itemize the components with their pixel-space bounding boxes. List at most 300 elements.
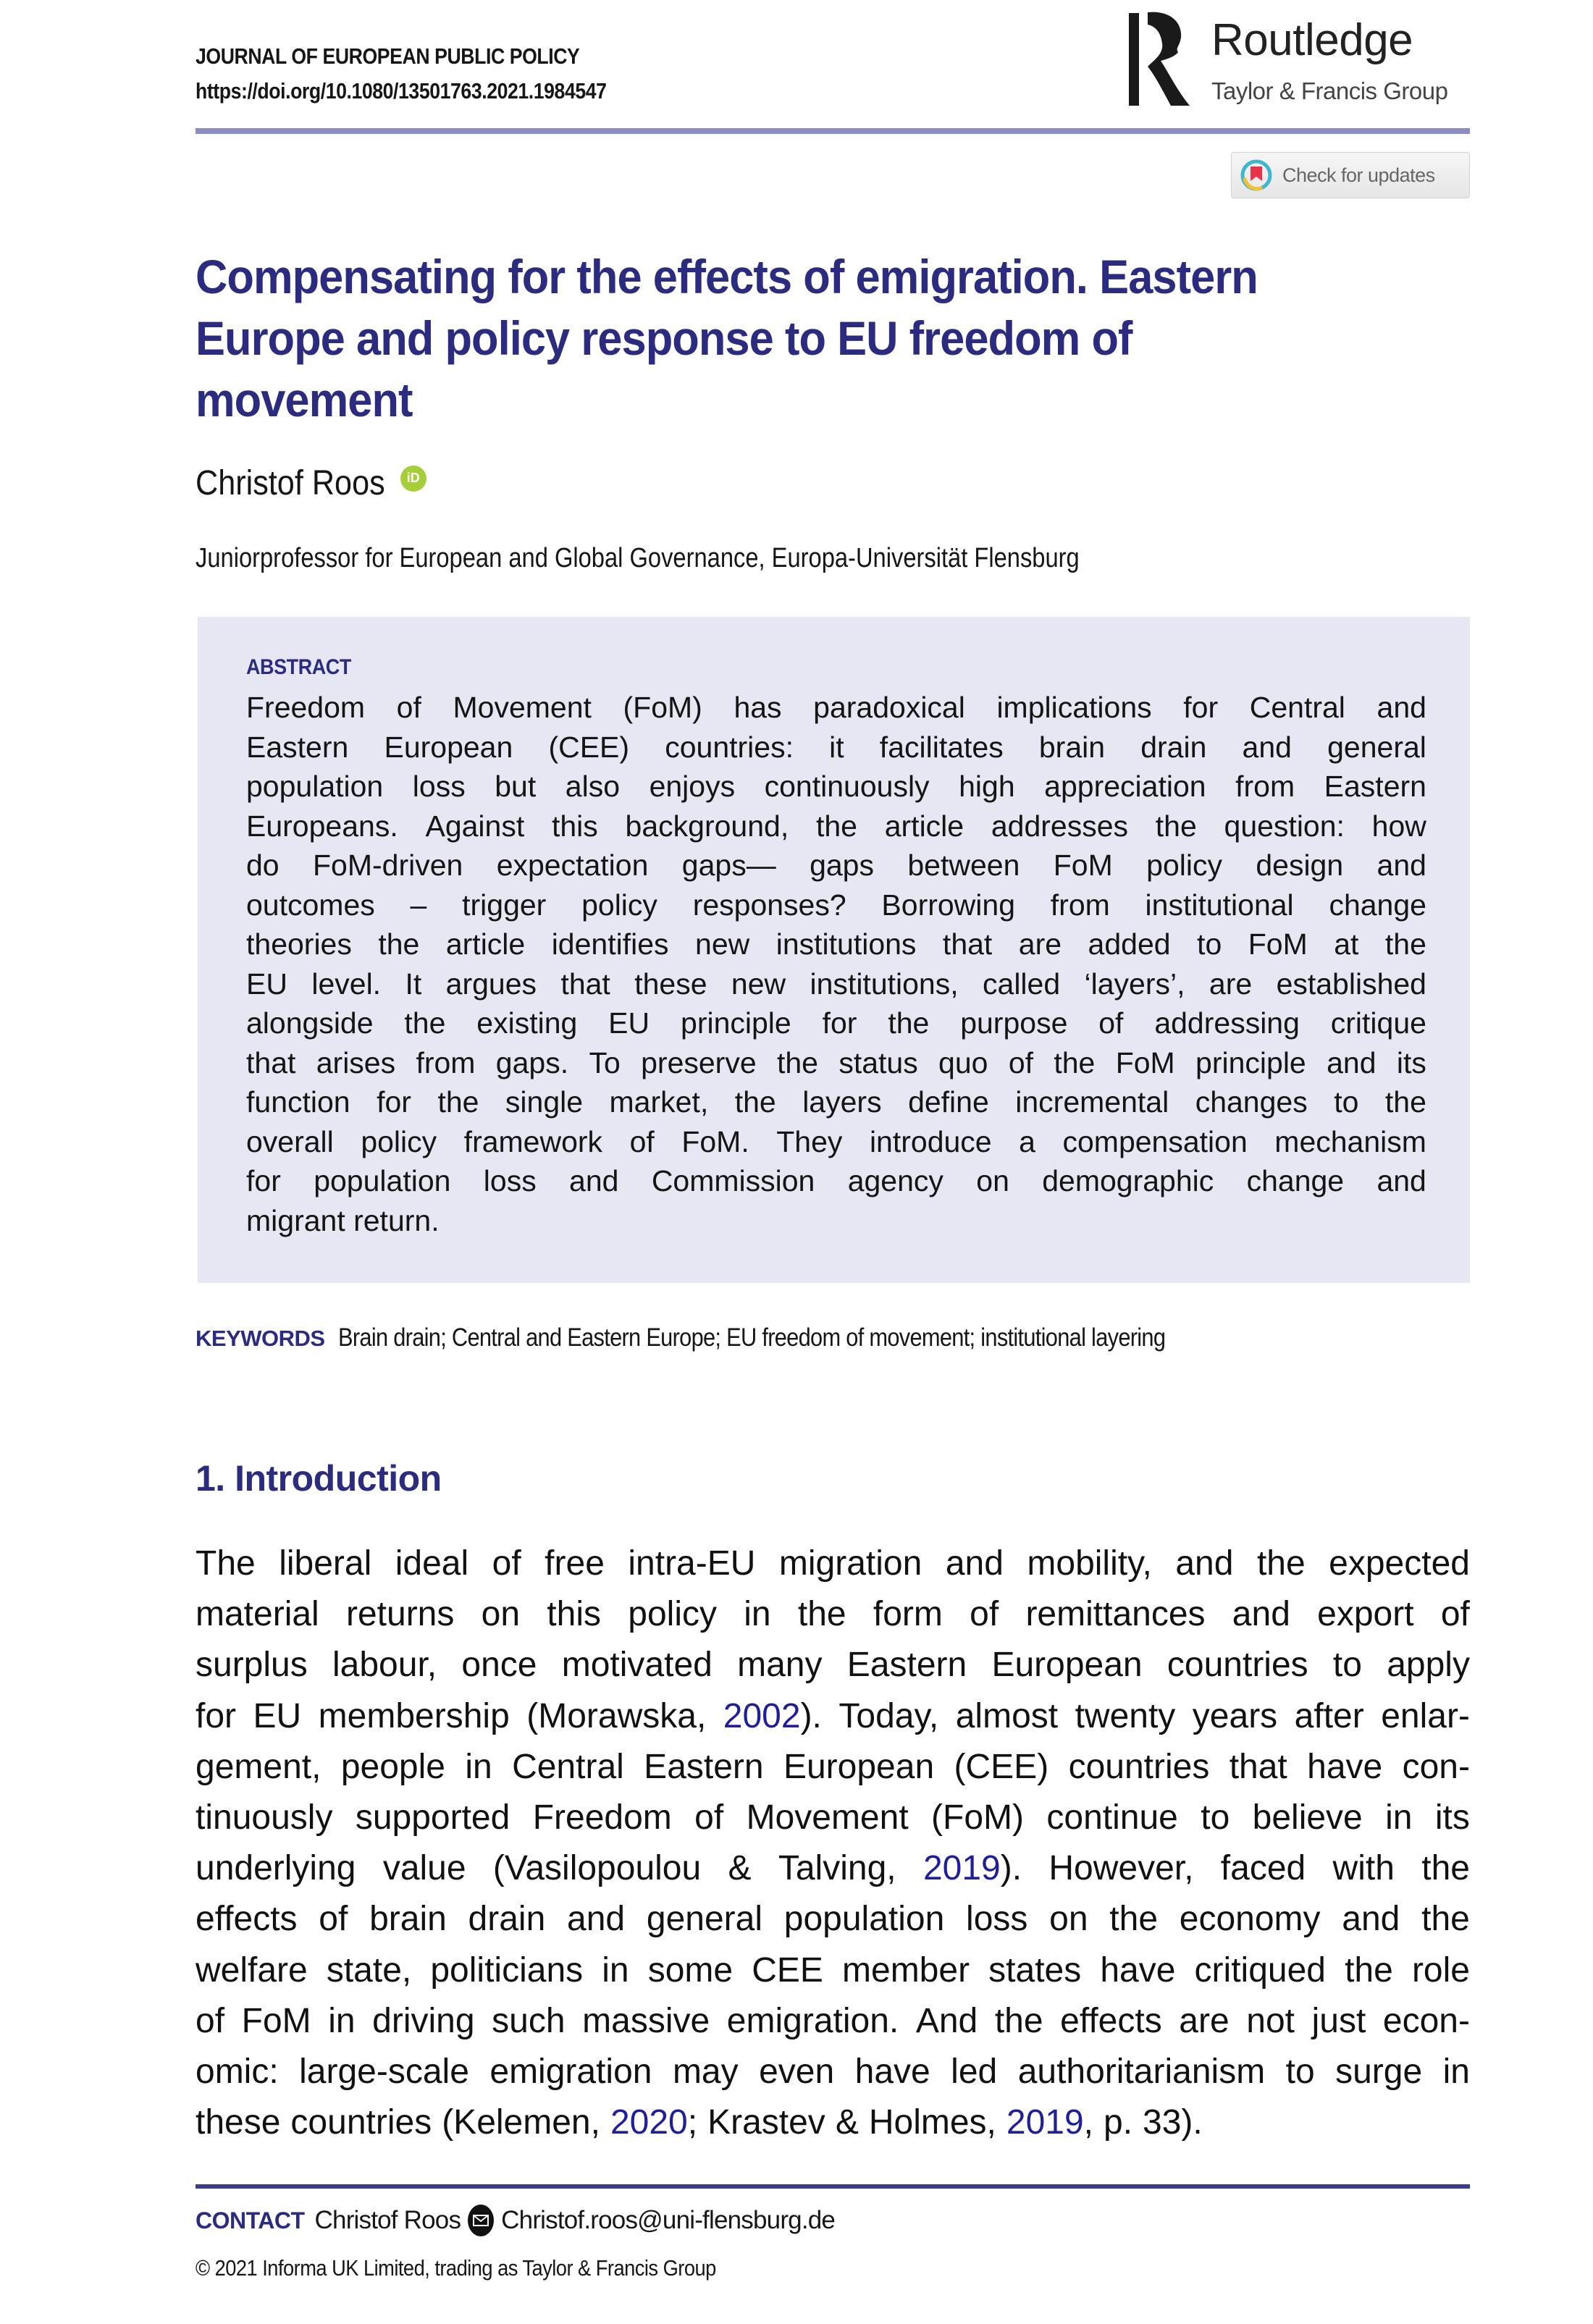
body-word: 33). <box>1143 2103 1203 2142</box>
abstract-word: the <box>1384 1085 1426 1119</box>
abstract-word: high <box>959 770 1015 803</box>
abstract-line <box>246 885 1426 925</box>
body-word: have <box>1307 1747 1383 1786</box>
abstract-word: design <box>1256 849 1344 882</box>
abstract-word: that <box>942 927 993 961</box>
body-word: (Vasilopoulou <box>492 1849 702 1888</box>
body-word: just <box>1311 2001 1366 2040</box>
abstract-word: institutional <box>1145 888 1294 922</box>
body-word: expected <box>1329 1544 1470 1583</box>
body-word: such <box>492 2001 566 2040</box>
abstract-word: it <box>829 730 844 764</box>
body-word: (Kelemen, <box>442 2103 600 2142</box>
abstract-word: critique <box>1330 1006 1426 1040</box>
abstract-word: established <box>1276 967 1426 1001</box>
abstract-word: FoM. <box>681 1124 749 1158</box>
abstract-word: change <box>1246 1164 1345 1197</box>
abstract-line <box>246 807 1426 846</box>
body-word: may <box>672 2052 739 2091</box>
body-word: value <box>382 1849 466 1888</box>
body-word: Central <box>512 1747 624 1786</box>
abstract-word: addresses <box>991 809 1129 843</box>
abstract-word: responses? <box>692 888 846 922</box>
body-word: (CEE) <box>954 1747 1049 1786</box>
title-line: movement <box>196 373 413 426</box>
body-word: with <box>1332 1849 1395 1888</box>
envelope-icon[interactable] <box>468 2205 494 2236</box>
abstract-word: It <box>405 967 422 1001</box>
body-word: some <box>647 1950 734 1990</box>
abstract-word: Eastern <box>246 730 349 764</box>
author-name[interactable]: Christof Roos <box>196 464 385 502</box>
body-word: Holmes, <box>868 2103 996 2142</box>
body-word: and <box>567 1900 626 1939</box>
abstract-word: that <box>246 1045 296 1079</box>
body-word: 2002). <box>723 1696 822 1735</box>
body-line <box>196 2047 1470 2097</box>
abstract-word: Freedom <box>246 691 366 724</box>
body-line <box>196 1589 1470 1640</box>
abstract-line <box>246 1161 1426 1201</box>
abstract-word: of <box>1098 1006 1124 1040</box>
body-word: emigration. <box>726 2001 899 2040</box>
body-word: and <box>1175 1544 1234 1583</box>
abstract-word: ‘layers’, <box>1084 967 1185 1001</box>
abstract-word: do <box>246 849 279 882</box>
body-word: liberal <box>279 1544 372 1583</box>
body-word: countries <box>290 2103 432 2142</box>
abstract-line <box>246 728 1426 767</box>
body-word: politicians <box>430 1950 584 1990</box>
check-for-updates-button[interactable] <box>1231 152 1470 198</box>
body-word: p. <box>1104 2103 1133 2142</box>
body-word: of <box>1440 1595 1470 1634</box>
body-word: to <box>1285 2052 1315 2091</box>
body-line <box>196 1945 1470 1996</box>
abstract-word: the <box>1155 809 1197 843</box>
body-line <box>196 2097 1470 2148</box>
body-word: population <box>783 1900 945 1939</box>
contact-name: Christof Roos <box>314 2206 461 2234</box>
body-word: led <box>951 2052 998 2091</box>
abstract-word: implications <box>996 691 1152 724</box>
abstract-line <box>246 688 1426 728</box>
abstract-word: these <box>634 967 707 1001</box>
abstract-word: the <box>404 1006 446 1040</box>
body-word: emigration <box>489 2052 652 2091</box>
abstract-word: theories <box>246 927 352 961</box>
title-line: Europe and policy response to EU freedom of <box>196 311 1132 365</box>
body-word: form <box>873 1595 943 1634</box>
copyright-notice: © 2021 Informa UK Limited, trading as Taylor & Francis Group <box>196 2255 716 2281</box>
abstract-word: paradoxical <box>813 691 965 724</box>
abstract-word: principle <box>681 1006 791 1040</box>
citation-link[interactable]: 2019 <box>1006 2103 1084 2142</box>
abstract-word: that <box>560 967 610 1001</box>
body-word: & <box>835 2103 859 2142</box>
body-word: in <box>1442 2052 1470 2091</box>
body-word: con- <box>1402 1747 1470 1786</box>
body-word: continue <box>1046 1798 1178 1837</box>
keywords <box>196 1323 1470 1352</box>
abstract-word: general <box>1327 730 1426 764</box>
abstract-word: incremental <box>1015 1085 1169 1119</box>
abstract-word: Movement <box>453 691 592 724</box>
author-affiliation: Juniorprofessor for European and Global Governance, Europa-Universität Flensburg <box>196 543 1080 573</box>
abstract-line <box>246 1043 1426 1083</box>
body-word: countries <box>1167 1646 1308 1685</box>
abstract-word: Commission <box>651 1164 815 1197</box>
body-word: state, <box>326 1950 412 1990</box>
abstract-word: has <box>734 691 782 724</box>
body-word: underlying <box>196 1849 356 1888</box>
body-word: driving <box>372 2001 475 2040</box>
abstract-word: policy <box>361 1124 437 1158</box>
body-word: effects <box>1060 2001 1162 2040</box>
body-word: surge <box>1335 2052 1423 2091</box>
abstract-word: from <box>416 1045 476 1079</box>
abstract-word: drain <box>1140 730 1207 764</box>
abstract-line <box>246 846 1426 885</box>
abstract-word: appreciation <box>1044 770 1206 803</box>
abstract-word: facilitates <box>879 730 1004 764</box>
body-word: (Morawska, <box>526 1696 707 1735</box>
abstract-word: population <box>314 1164 451 1197</box>
body-word: the <box>1421 1849 1470 1888</box>
body-word: are <box>1179 2001 1230 2040</box>
body-word: authoritarianism <box>1017 2052 1266 2091</box>
abstract-word: from <box>1050 888 1110 922</box>
section-heading-introduction: 1. Introduction <box>196 1458 442 1499</box>
body-line <box>196 1793 1470 1843</box>
abstract-word: status <box>838 1045 918 1079</box>
abstract-word: gaps— <box>681 849 776 882</box>
abstract-word: preserve <box>641 1045 757 1079</box>
abstract-word: for <box>822 1006 857 1040</box>
citation-link[interactable]: 2020 <box>610 2103 688 2142</box>
abstract-word: and <box>1376 1164 1426 1197</box>
abstract-word: called <box>983 967 1061 1001</box>
abstract-word: arises <box>316 1045 396 1079</box>
publisher-name: Routledge <box>1211 15 1413 65</box>
body-word: And <box>915 2001 978 2040</box>
body-word: many <box>737 1646 823 1685</box>
body-word: the <box>994 2001 1043 2040</box>
body-word: econ- <box>1382 2001 1470 2040</box>
body-word: enlar- <box>1381 1696 1470 1735</box>
body-word: ideal <box>395 1544 469 1583</box>
body-word: years <box>1192 1696 1278 1735</box>
body-word: member <box>842 1950 970 1990</box>
abstract-line: migrant return. <box>246 1203 440 1237</box>
abstract-word: purpose <box>960 1006 1068 1040</box>
abstract-word: existing <box>476 1006 578 1040</box>
body-word: of <box>319 1900 348 1939</box>
publisher-group: Taylor & Francis Group <box>1211 77 1448 104</box>
body-word: the <box>797 1595 846 1634</box>
body-word: have <box>854 2052 930 2091</box>
abstract-word: also <box>565 770 621 803</box>
body-word: and <box>1342 1900 1400 1939</box>
abstract-word: introduce <box>869 1124 992 1158</box>
abstract-line <box>246 925 1426 964</box>
body-line <box>196 1691 1470 1742</box>
abstract-word: (CEE) <box>548 730 630 764</box>
abstract-word: the <box>437 1085 479 1119</box>
keywords-list: Brain drain; Central and Eastern Europe; EU freedom of movement; institutional layering <box>337 1323 1165 1352</box>
author-line <box>196 463 426 503</box>
abstract-word: a <box>1019 1124 1035 1158</box>
body-word: surplus <box>196 1646 308 1685</box>
body-word: free <box>545 1544 605 1583</box>
abstract-word: FoM <box>1115 1045 1175 1079</box>
body-word: have <box>1100 1950 1176 1990</box>
abstract-word: – <box>410 888 427 922</box>
body-word: welfare <box>196 1950 308 1990</box>
abstract-word: loss <box>483 1164 537 1197</box>
abstract-word: the <box>378 927 420 961</box>
abstract-word: compensation <box>1062 1124 1248 1158</box>
abstract-word: new <box>695 927 750 961</box>
abstract-word: addressing <box>1154 1006 1300 1040</box>
body-word: apply <box>1387 1646 1470 1685</box>
body-word: that <box>1229 1747 1287 1786</box>
abstract-word: of <box>1008 1045 1034 1079</box>
contact-line <box>196 2205 835 2236</box>
body-word: remittances <box>1025 1595 1206 1634</box>
abstract-word: Borrowing <box>881 888 1016 922</box>
abstract-word: Eastern <box>1324 770 1426 803</box>
body-word: Eastern <box>644 1747 764 1786</box>
body-word: returns <box>345 1595 455 1634</box>
body-word: labour, <box>332 1646 437 1685</box>
body-word: supported <box>355 1798 510 1837</box>
body-word: in <box>1385 1798 1413 1837</box>
body-word: on <box>1049 1900 1088 1939</box>
body-word: believe <box>1252 1798 1363 1837</box>
abstract-word: on <box>976 1164 1009 1197</box>
footer-divider <box>196 2184 1470 2189</box>
abstract-word: brain <box>1038 730 1106 764</box>
body-word: role <box>1411 1950 1470 1990</box>
citation-link[interactable]: 2002 <box>723 1696 801 1735</box>
abstract-word: single <box>505 1085 584 1119</box>
abstract-word: Central <box>1249 691 1345 724</box>
body-line <box>196 1742 1470 1793</box>
abstract-word: and <box>569 1164 619 1197</box>
body-word: once <box>461 1646 537 1685</box>
keywords-label: KEYWORDS <box>196 1326 325 1351</box>
routledge-r-logo-icon <box>1126 9 1198 110</box>
body-word: for <box>196 1696 237 1735</box>
body-word: its <box>1434 1798 1470 1837</box>
body-word: countries <box>1068 1747 1210 1786</box>
abstract-word: the <box>1054 1045 1096 1079</box>
abstract-word: population <box>246 770 384 803</box>
doi-link[interactable]: https://doi.org/10.1080/13501763.2021.1984547 <box>196 78 607 104</box>
body-word: Talving, <box>778 1849 896 1888</box>
body-word: economy <box>1179 1900 1321 1939</box>
abstract-word: define <box>908 1085 989 1119</box>
body-word: the <box>1256 1544 1306 1583</box>
body-word: and <box>1232 1595 1290 1634</box>
body-word: export <box>1317 1595 1414 1634</box>
abstract-word: for <box>1183 691 1219 724</box>
body-word: (FoM) <box>931 1798 1024 1837</box>
abstract-word: gaps <box>810 849 874 882</box>
abstract-word: agency <box>847 1164 943 1197</box>
body-word: massive <box>582 2001 710 2040</box>
abstract-word: at <box>1334 927 1359 961</box>
abstract-word: added <box>1088 927 1171 961</box>
contact-email-link[interactable]: Christof.roos@uni-flensburg.de <box>501 2206 836 2234</box>
abstract-word: and <box>1327 1045 1376 1079</box>
body-word: and <box>945 1544 1004 1583</box>
abstract-word: of <box>629 1124 655 1158</box>
body-word: tinuously <box>196 1798 333 1837</box>
body-word: general <box>646 1900 762 1939</box>
contact-label: CONTACT <box>196 2207 305 2234</box>
body-word: these <box>196 2103 281 2142</box>
abstract-word: countries: <box>665 730 794 764</box>
body-word: in <box>602 1950 629 1990</box>
abstract-word: to <box>1197 927 1222 961</box>
body-word: of <box>492 1544 521 1583</box>
abstract-text <box>246 688 1426 1240</box>
abstract-word: and <box>1376 691 1426 724</box>
abstract-line <box>246 1003 1426 1043</box>
body-word: gement, <box>196 1747 321 1786</box>
body-word: omic: <box>196 2052 279 2091</box>
body-word: mobility, <box>1027 1544 1152 1583</box>
abstract-word: the <box>734 1085 776 1119</box>
body-word: brain <box>369 1900 447 1939</box>
body-word: 2019). <box>922 1849 1022 1888</box>
abstract-word: FoM <box>1053 849 1113 882</box>
body-word: the <box>1345 1950 1393 1990</box>
body-word: Freedom <box>532 1798 672 1837</box>
abstract-word: identifies <box>551 927 669 961</box>
body-word: EU <box>253 1696 302 1735</box>
abstract-word: and <box>1242 730 1292 764</box>
citation-link[interactable]: 2019 <box>922 1849 1001 1888</box>
body-word: Krastev <box>707 2103 825 2142</box>
abstract-word: They <box>776 1124 843 1158</box>
abstract-word: policy <box>1146 849 1222 882</box>
abstract-word: and <box>1376 849 1426 882</box>
abstract-word: level. <box>311 967 382 1001</box>
abstract-word: the <box>776 1045 818 1079</box>
abstract-word: layers <box>802 1085 882 1119</box>
title-line: Compensating for the effects of emigration. Eastern <box>196 250 1258 303</box>
header-divider <box>196 128 1470 134</box>
body-word: not <box>1246 2001 1295 2040</box>
abstract-line <box>246 767 1426 807</box>
body-word: European <box>783 1747 935 1786</box>
abstract-word: of <box>396 691 421 724</box>
abstract-label: ABSTRACT <box>246 655 351 679</box>
abstract-word: article <box>445 927 526 961</box>
abstract-word: this <box>551 809 598 843</box>
body-word: material <box>196 1595 319 1634</box>
body-word: policy <box>628 1595 717 1634</box>
abstract-word: how <box>1371 809 1426 843</box>
body-word: motivated <box>561 1646 713 1685</box>
body-word: almost <box>955 1696 1059 1735</box>
body-word: effects <box>196 1900 298 1939</box>
abstract-word: changes <box>1195 1085 1308 1119</box>
orcid-icon[interactable]: iD <box>400 466 426 492</box>
body-word: of <box>970 1595 999 1634</box>
abstract-word: the <box>1384 927 1426 961</box>
abstract-word: EU <box>608 1006 650 1040</box>
abstract-word: (FoM) <box>623 691 702 724</box>
abstract-word: article <box>884 809 964 843</box>
abstract-line <box>246 1122 1426 1162</box>
abstract-word: the <box>888 1006 930 1040</box>
body-word: 2020; <box>610 2103 698 2142</box>
abstract-word: but <box>495 770 537 803</box>
body-word: Eastern <box>846 1646 967 1685</box>
body-line <box>196 1538 1470 1589</box>
abstract-word: question: <box>1224 809 1345 843</box>
body-word: to <box>1332 1646 1362 1685</box>
abstract-word: the <box>815 809 857 843</box>
body-word: However, <box>1048 1849 1194 1888</box>
body-word: FoM <box>241 2001 311 2040</box>
abstract-word: policy <box>581 888 657 922</box>
body-line <box>196 1894 1470 1945</box>
body-word: after <box>1294 1696 1364 1735</box>
body-word: in <box>328 2001 356 2040</box>
publisher-logo <box>1126 9 1474 110</box>
abstract-word: EU <box>246 967 287 1001</box>
body-word: migration <box>778 1544 922 1583</box>
body-word: people <box>340 1747 445 1786</box>
article-title <box>196 246 1484 431</box>
abstract-word: are <box>1209 967 1253 1001</box>
body-word: CEE <box>752 1950 823 1990</box>
abstract-word: continuously <box>764 770 930 803</box>
body-word: loss <box>966 1900 1028 1939</box>
abstract-word: quo <box>938 1045 988 1079</box>
abstract-word: change <box>1329 888 1426 922</box>
abstract-word: institutions <box>776 927 917 961</box>
abstract-word: function <box>246 1085 350 1119</box>
abstract-word: gaps. <box>495 1045 569 1079</box>
abstract-word: Europeans. <box>246 809 398 843</box>
body-word: membership <box>318 1696 510 1735</box>
crossmark-icon <box>1240 159 1272 191</box>
body-word: in <box>465 1747 492 1786</box>
body-word: European <box>991 1646 1143 1685</box>
body-word: the <box>1421 1900 1470 1939</box>
abstract-word: framework <box>463 1124 603 1158</box>
abstract-word: Against <box>425 809 525 843</box>
body-word: this <box>547 1595 601 1634</box>
check-for-updates-label: Check for updates <box>1282 164 1435 186</box>
abstract-word: trigger <box>462 888 547 922</box>
abstract-word: principle <box>1195 1045 1306 1079</box>
body-word: the <box>1109 1900 1159 1939</box>
body-word: 2019, <box>1006 2103 1093 2142</box>
abstract-word: European <box>384 730 513 764</box>
abstract-word: to <box>1334 1085 1359 1119</box>
body-word: even <box>759 2052 835 2091</box>
abstract-word: enjoys <box>649 770 736 803</box>
abstract-word: loss <box>412 770 466 803</box>
body-word: Movement <box>746 1798 909 1837</box>
